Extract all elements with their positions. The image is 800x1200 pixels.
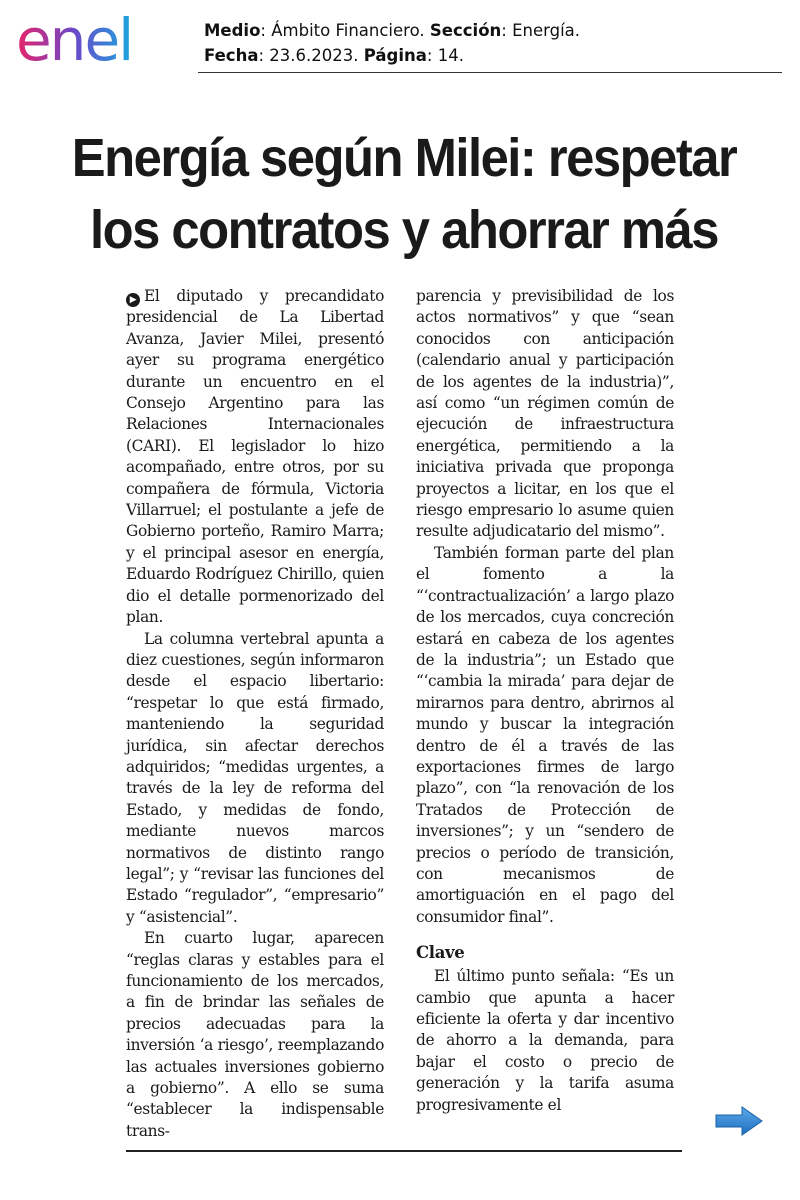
medio-label: Medio — [204, 21, 261, 40]
pagina-value: 14. — [437, 46, 464, 65]
arrow-right-icon[interactable] — [714, 1104, 764, 1138]
fecha-label: Fecha — [204, 46, 259, 65]
section-subhead: Clave — [416, 943, 465, 963]
play-circle-icon: ▶ — [126, 293, 140, 307]
paragraph: parencia y previsibilidad de los actos normativos” y que “sean conocidos con anticipación (calendario anual y participación de los agentes de la industria)”, así como “un régimen común de ejecución de infraestructura energética, permitiendo a la iniciativa privada que proponga proyectos a licitar, en los que el riesgo empresario lo asume quien resulte adjudicatario del mismo”. — [416, 287, 674, 541]
page-header — [0, 0, 800, 78]
medio-value: Ámbito Financiero. — [271, 21, 425, 40]
header-divider — [198, 72, 782, 73]
headline-line-2: los contratos y ahorrar más — [90, 200, 718, 260]
svg-text:enel: enel — [16, 8, 133, 70]
article-column-right — [416, 286, 674, 1116]
paragraph: ▶ El diputado y precandidato presidencial de La Libertad Avanza, Javier Milei, presentó ayer su programa energético durante un encuentro en el Consejo Argentino para las Relaciones Internacionales (CARI). El legislador lo hizo acompañado, entre otros, por su compañera de fórmula, Victoria Villarruel; el postulante a jefe de Gobierno porteño, Ramiro Marra; y el principal asesor en energía, Eduardo Rodríguez Chirillo, quien dio el detalle pormenorizado del plan. — [126, 287, 384, 627]
footer-divider — [126, 1150, 682, 1152]
seccion-label: Sección — [429, 21, 502, 40]
paragraph: También forman parte del plan el fomento a la “‘contractualización’ a largo plazo de los mercados, cuya concreción estará en cabeza de los agentes de la industria”; un Estado que “‘cambia la mirada’ para dejar de mirarnos para dentro, abrirnos al mundo y buscar la integración dentro de él a través de las exportaciones firmes de largo plazo”, con “la renovación de los Tratados de Protección de inversiones”; y un “sendero de precios o período de transición, con mecanismos de amortiguación en el pago del consumidor final”. — [416, 543, 674, 926]
seccion-value: Energía. — [512, 21, 581, 40]
article-headline — [34, 122, 774, 266]
publication-meta: Medio: Ámbito Financiero. Sección: Energía. Fecha: 23.6.2023. Página: 14. — [204, 21, 581, 65]
headline-line-1: Energía según Milei: respetar — [71, 128, 737, 188]
paragraph: La columna vertebral apunta a diez cuestiones, según informaron desde el espacio libertario: “respetar lo que está firmado, manteniendo la seguridad jurídica, sin afectar derechos adquiridos; “medidas urgentes, a través de la ley de reforma del Estado, y medidas de fondo, mediante nuevos marcos normativos de distinto rango legal”; y “revisar las funciones del Estado “regulador”, “empresario” y “asistencial”. — [126, 629, 384, 926]
enel-logo — [14, 8, 184, 70]
paragraph: En cuarto lugar, aparecen “reglas claras y estables para el funcionamiento de los mercados, a fin de brindar las señales de precios adecuadas para la inversión ‘a riesgo’, reemplazando las actuales inversiones gobierno a gobierno”. A ello se suma “establecer la indispensable trans- — [126, 929, 384, 1140]
article-column-left — [126, 286, 384, 1142]
pagina-label: Página — [363, 46, 427, 65]
paragraph: El último punto señala: “Es un cambio que apunta a hacer eficiente la oferta y dar incentivo de ahorro a la demanda, para bajar el costo o precio de generación y la tarifa asuma progresivamente el — [416, 967, 674, 1114]
fecha-value: 23.6.2023. — [269, 46, 359, 65]
